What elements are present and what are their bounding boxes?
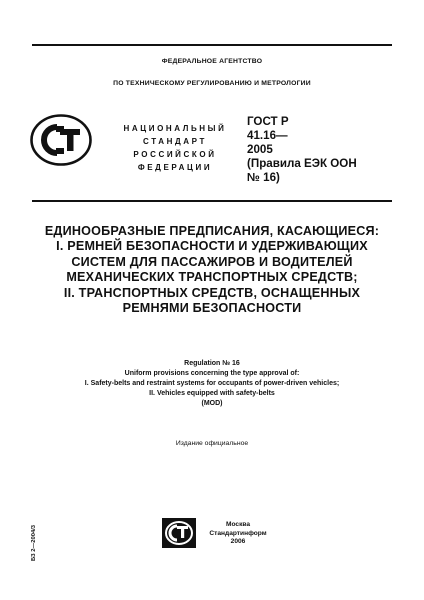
title-line: МЕХАНИЧЕСКИХ ТРАНСПОРТНЫХ СРЕДСТВ; [66, 270, 358, 285]
standard-code-line2: 41.16— [247, 129, 288, 142]
national-label-line1: НАЦИОНАЛЬНЫЙ [123, 124, 227, 133]
publisher-year: 2006 [230, 538, 246, 546]
standartinform-logo-icon [162, 518, 196, 548]
national-label-line3: РОССИЙСКОЙ [133, 150, 217, 159]
title-line: I. РЕМНЕЙ БЕЗОПАСНОСТИ И УДЕРЖИВАЮЩИХ [56, 239, 368, 254]
national-label-line2: СТАНДАРТ [143, 137, 207, 146]
english-line: II. Vehicles equipped with safety-belts [149, 390, 275, 397]
english-line: Uniform provisions concerning the type approval of: [124, 370, 300, 377]
side-code-text: БЗ 2—2004/3 [31, 524, 37, 562]
english-line: I. Safety-belts and restraint systems for occupants of power-driven vehicles; [84, 380, 340, 387]
agency-name-line1: ФЕДЕРАЛЬНОЕ АГЕНТСТВО [161, 58, 263, 65]
standard-code-line1: ГОСТ Р [247, 115, 289, 128]
national-label-line4: ФЕДЕРАЦИИ [137, 163, 213, 172]
english-title [20, 359, 404, 409]
publisher-city: Москва [225, 521, 251, 528]
english-line: Regulation № 16 [184, 360, 240, 367]
standard-code-line5: № 16) [247, 171, 280, 184]
publisher-info [196, 521, 280, 547]
document-title [20, 224, 404, 316]
title-line: ЕДИНООБРАЗНЫЕ ПРЕДПИСАНИЯ, КАСАЮЩИЕСЯ: [44, 224, 380, 238]
english-line: (MOD) [201, 400, 223, 407]
standard-code-line3: 2005 [247, 143, 273, 156]
agency-name-line2: ПО ТЕХНИЧЕСКОМУ РЕГУЛИРОВАНИЮ И МЕТРОЛОГИИ [113, 80, 311, 87]
standard-code-line4: (Правила ЕЭК ООН [247, 157, 357, 170]
title-line: СИСТЕМ ДЛЯ ПАССАЖИРОВ И ВОДИТЕЛЕЙ [71, 254, 353, 269]
side-code [30, 503, 38, 583]
top-rule [32, 44, 392, 46]
middle-rule [32, 200, 392, 202]
edition-label: Издание официальное [175, 440, 249, 447]
publisher-name: Стандартинформ [209, 529, 267, 537]
title-line: II. ТРАНСПОРТНЫХ СРЕДСТВ, ОСНАЩЕННЫХ [63, 285, 361, 300]
gost-r-emblem-icon [30, 114, 92, 166]
title-line: РЕМНЯМИ БЕЗОПАСНОСТИ [122, 301, 302, 316]
